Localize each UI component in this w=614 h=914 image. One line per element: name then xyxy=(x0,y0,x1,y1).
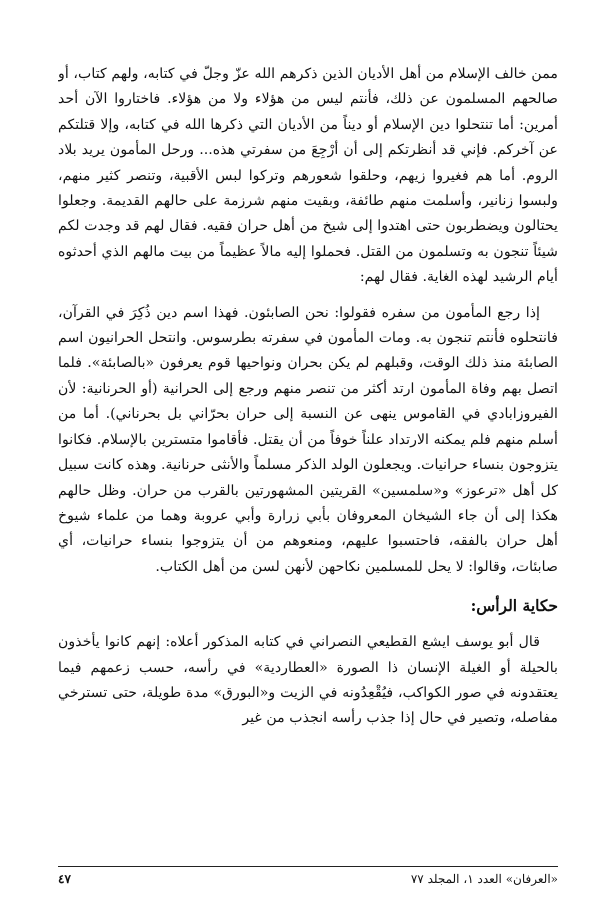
body-paragraph-1: ممن خالف الإسلام من أهل الأديان الذين ذكرهم الله عزّ وجلّ في كتابه، ولهم كتاب، أو صالحهم المسلمون عن ذلك، فأنتم ليس من هؤلاء ولا من هؤلاء. فاختاروا الآن أحد أمرين: أما تنتحلوا دين الإسلام أو ديناً من الأديان التي ذكرها الله في كتابه، وإلا قتلتكم عن آخركم. فإني قد أنظرتكم إلى أن أرْجِعَ من سفرتي هذه... ورحل المأمون يريد بلاد الروم. أما هم فغيروا زيهم، وحلقوا شعورهم وتركوا لبس الأقبية، وتنصر كثير منهم، ولبسوا زنانير، وأسلمت منهم طائفة، وبقيت منهم شرزمة على حالهم القديمة. وجعلوا يحتالون ويضطربون حتى اهتدوا إلى شيخ من أهل حران فقيه. فقال لهم قد وجدت لكم شيئاً تنجون به وتسلمون من القتل. فحملوا إليه مالاً عظيماً من بيت مالهم الذي أحدثوه أيام الرشيد لهذه الغاية. فقال لهم: xyxy=(58,66,558,286)
paragraph-gap xyxy=(58,291,558,301)
journal-citation: «العرفان» العدد ١، المجلد ٧٧ xyxy=(410,872,558,886)
page-footer xyxy=(58,866,558,888)
body-paragraph-3: قال أبو يوسف ايشع القطيعي النصراني في كتابه المذكور أعلاه: إنهم كانوا يأخذون بالحيلة أو الغيلة الإنسان ذا الصورة «العطاردية» في رأسه، حسب زعمهم فيما يعتقدونه في صور الكواكب، فيُقْعِدُونه في الزيت و«البورق» مدة طويلة، حتى تسترخي مفاصله، وتصير في حال إذا جذب رأسه انجذب من غير xyxy=(58,634,558,727)
section-heading: حكاية الرأس: xyxy=(470,596,558,616)
document-page xyxy=(58,62,558,862)
page-number: ٤٧ xyxy=(58,872,71,886)
body-paragraph-2: إذا رجع المأمون من سفره فقولوا: نحن الصابئون. فهذا اسم دين ذُكِرَ في القرآن، فانتحلوه فأنتم تنجون به. ومات المأمون في سفرته بطرسوس. وانتحل الحرانيون اسم الصابئة منذ ذلك الوقت، وقبلهم لم يكن بحران ونواحيها قوم يعرفون «بالصابئة». فلما اتصل بهم وفاة المأمون ارتد أكثر من تنصر منهم ورجع إلى الحرانية (أو الحرنانية: لأن الفيروزابادي في القاموس ينهى عن النسبة إلى حران بحرّاني بل بحرناني). أما من أسلم منهم فلم يمكنه الارتداد علناً خوفاً من أن يقتل. فأقاموا متسترين بالإسلام. فكانوا يتزوجون بنساء حرانيات. ويجعلون الولد الذكر مسلماً والأنثى حرنانية. وهذه كانت سبيل كل أهل «ترعوز» و«سلمسين» القريتين المشهورتين بالقرب من حران. وظل حالهم هكذا إلى أن جاء الشيخان المعروفان بأبي زرارة وأبي عروبة وهما من علماء شيوخ أهل حران بالفقه، فاحتسبوا عليهم، ومنعوهم من أن يتزوجوا بنساء حرانيات، أي صابئات، وقالوا: لا يحل للمسلمين نكاحهن لأنهن لسن من أهل الكتاب. xyxy=(58,304,558,575)
